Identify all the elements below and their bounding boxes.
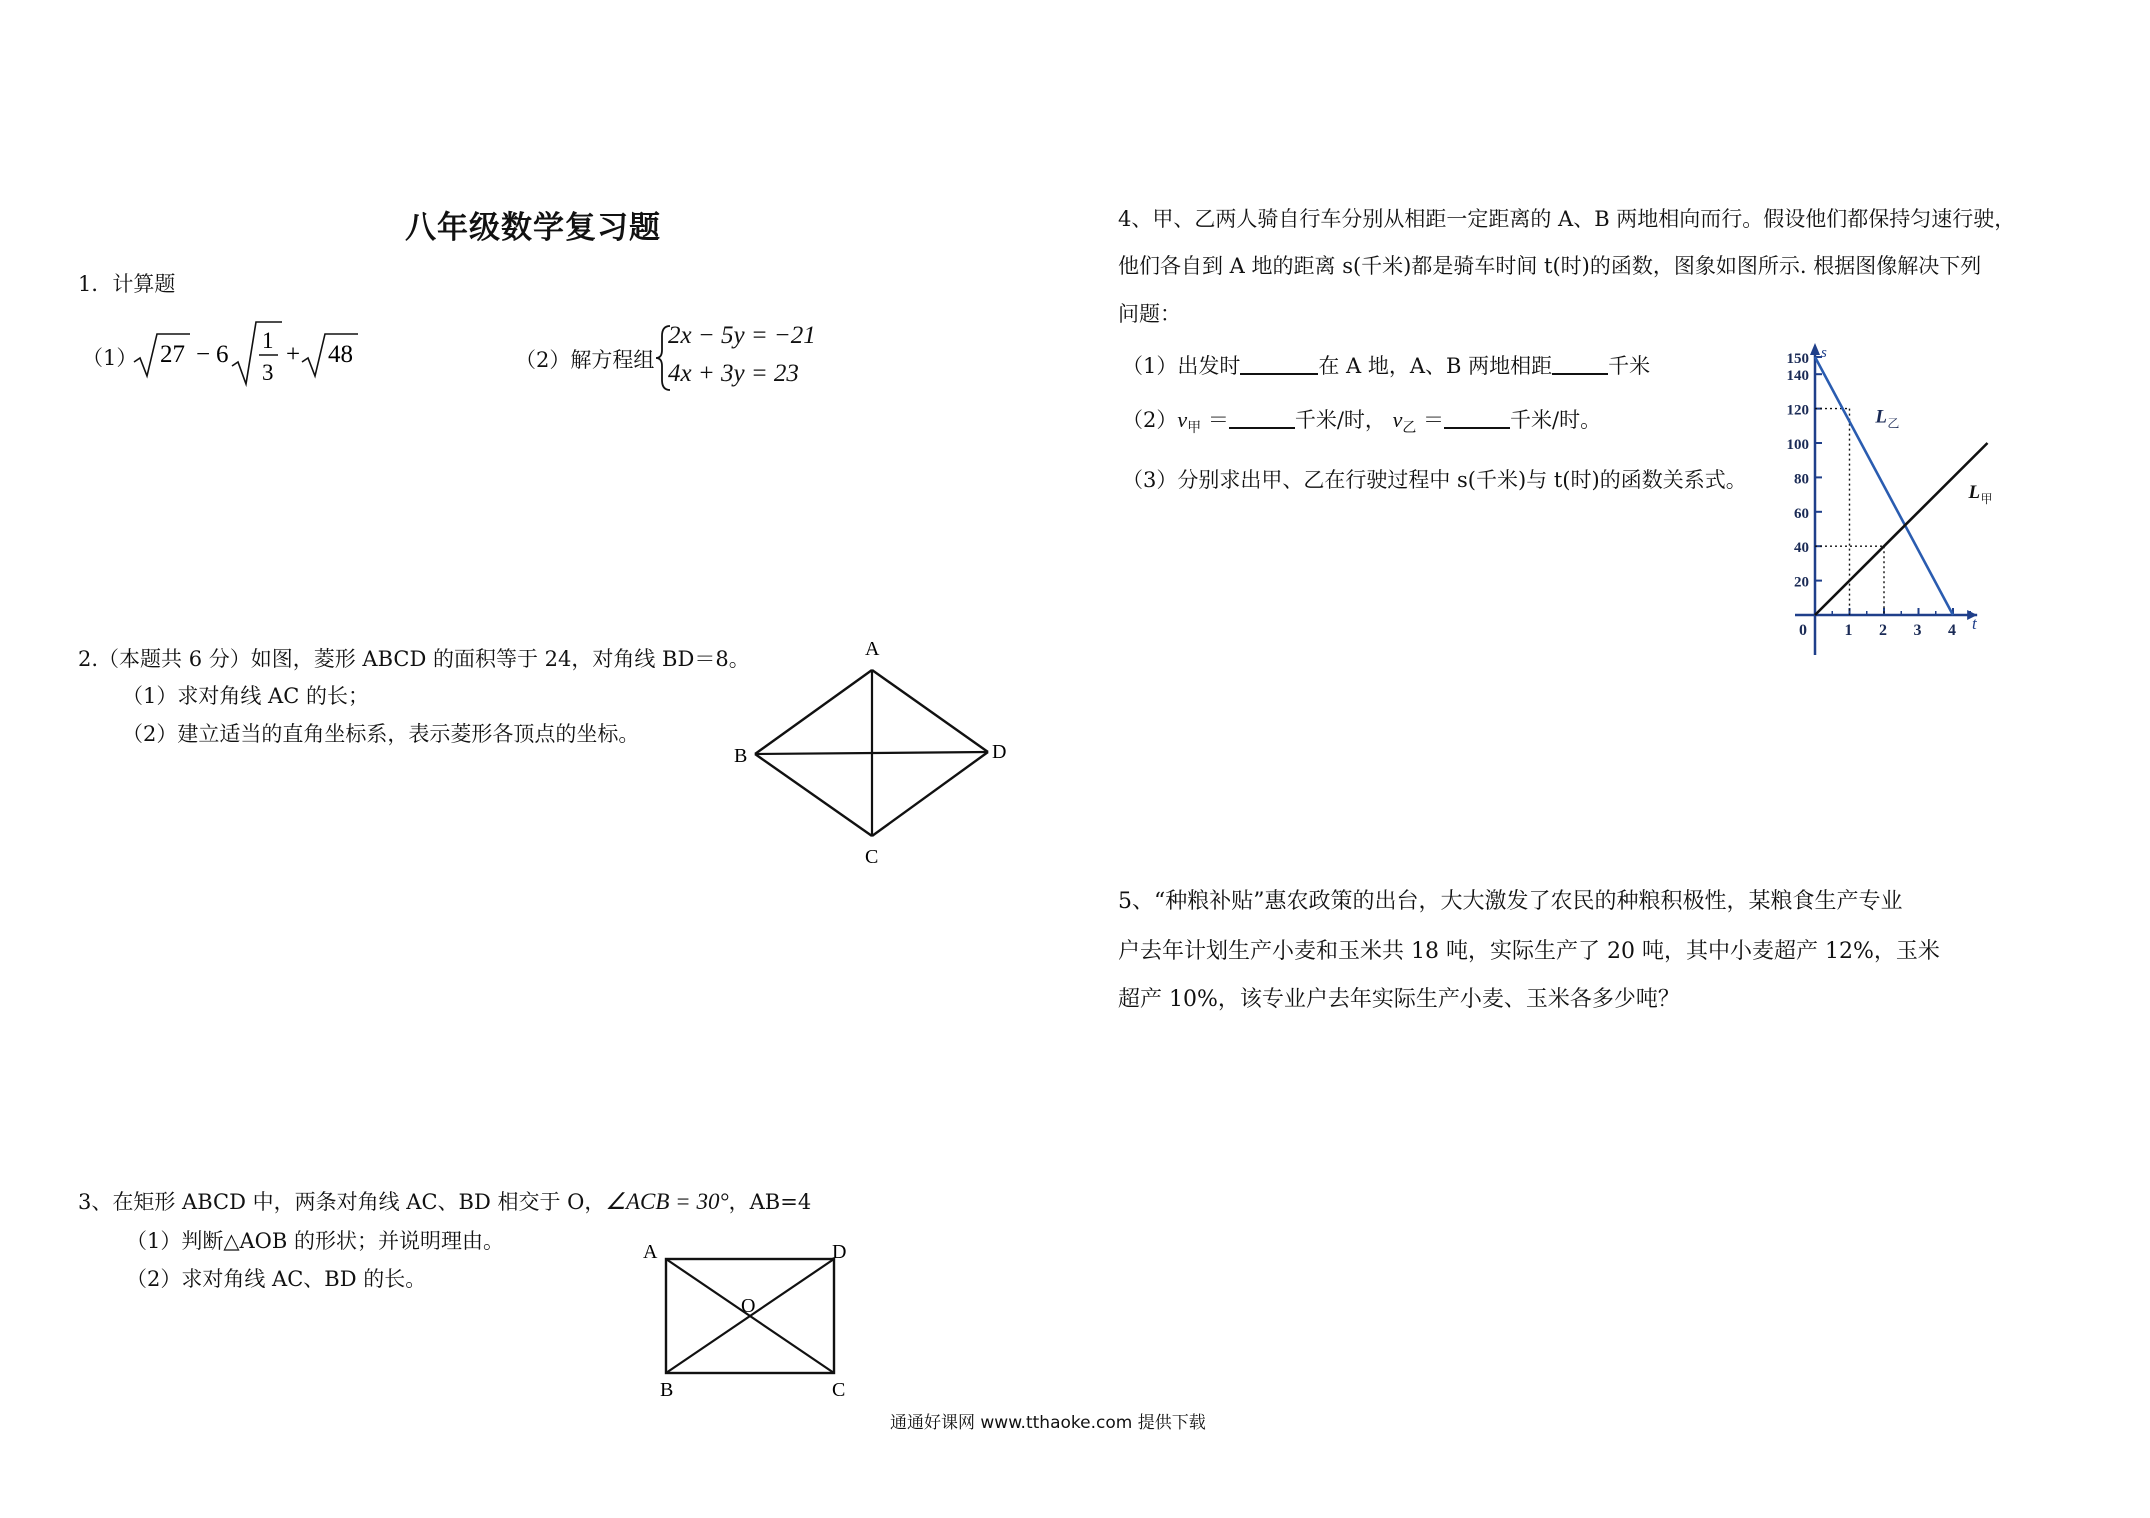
unit-kmh-1: 千米/时， [1294, 408, 1386, 432]
velocity-symbol-yi: v [1392, 407, 1403, 432]
series-label-l-yi-subscript: 乙 [1887, 416, 1900, 431]
y-tick-label-20: 20 [1794, 574, 1809, 591]
y-axis-label: s [1821, 345, 1827, 361]
answer-blank-start[interactable] [1240, 351, 1318, 375]
q4-line3: 问题： [1118, 302, 1181, 326]
plus-sign: + [286, 341, 301, 368]
x-tick-label-2: 2 [1879, 622, 1887, 639]
q4-sub1-text-c: 千米 [1608, 354, 1651, 378]
vertex-label-b: B [660, 1379, 674, 1401]
series-label-l-jia: L [1968, 482, 1981, 504]
y-tick-label-60: 60 [1794, 505, 1809, 522]
y-tick-label-150: 150 [1786, 351, 1809, 367]
coefficient-6: 6 [216, 341, 229, 368]
q2-sub1: （1）求对角线 AC 的长； [122, 684, 369, 708]
q5-line2: 户去年计划生产小麦和玉米共 18 吨，实际生产了 20 吨，其中小麦超产 12%，玉米 [1118, 939, 1940, 964]
footer-credit: 通通好课网 www.tthaoke.com 提供下载 [890, 1413, 1206, 1433]
vertex-label-b: B [734, 745, 748, 767]
page-title: 八年级数学复习题 [405, 210, 661, 246]
vertex-label-c: C [865, 846, 879, 868]
radicand-27: 27 [160, 341, 185, 368]
y-axis-arrow [1810, 343, 1820, 355]
unit-kmh-2: 千米/时。 [1510, 408, 1602, 432]
q4-sub3: （3）分别求出甲、乙在行驶过程中 s(千米)与 t(时)的函数关系式。 [1122, 468, 1747, 492]
velocity-subscript-jia: 甲 [1187, 420, 1202, 437]
q4-sub2-label: （2） [1122, 408, 1178, 432]
y-tick-label-100: 100 [1786, 437, 1809, 453]
y-tick-label-80: 80 [1794, 471, 1809, 488]
q1-heading: 1．计算题 [78, 272, 176, 296]
x-tick-label-0: 0 [1799, 622, 1807, 639]
q3-angle-expression: ∠ACB = 30° [605, 1189, 729, 1214]
q5-line1: 5、“种粮补贴”惠农政策的出台，大大激发了农民的种粮积极性，某粮食生产专业 [1118, 889, 1903, 914]
velocity-symbol-jia: v [1177, 407, 1188, 432]
series-label-l-yi: L [1875, 406, 1887, 428]
x-tick-label-1: 1 [1844, 622, 1853, 639]
x-axis-label: t [1971, 614, 1977, 633]
series-line-l-jia [1815, 443, 1988, 615]
velocity-subscript-yi: 乙 [1402, 420, 1417, 437]
q4-line2: 他们各自到 A 地的距离 s(千米)都是骑车时间 t(时)的函数，图象如图所示. 根据图像解决下列 [1118, 254, 1982, 278]
radicand-48: 48 [328, 341, 353, 368]
series-label-l-jia-subscript: 甲 [1980, 492, 1993, 507]
fraction-denominator: 3 [262, 360, 274, 385]
q4-sub1-text-a: （1）出发时 [1122, 354, 1241, 378]
q3-sub2: （2）求对角线 AC、BD 的长。 [126, 1267, 427, 1291]
diagonal-bd [755, 752, 988, 754]
distance-time-chart [1760, 335, 2020, 665]
equation-1: 2x − 5y = −21 [668, 322, 816, 349]
q3-heading-tail: ，AB=4 [728, 1190, 812, 1214]
vertex-label-a: A [643, 1241, 658, 1263]
y-tick-label-40: 40 [1794, 540, 1809, 557]
q3-heading-text: 3、在矩形 ABCD 中，两条对角线 AC、BD 相交于 O， [78, 1190, 606, 1214]
q1-part1-label: （1） [82, 346, 138, 370]
q4-line1: 4、甲、乙两人骑自行车分别从相距一定距离的 A、B 两地相向而行。假设他们都保持匀速行驶， [1118, 207, 2016, 231]
answer-blank-v-jia[interactable] [1229, 405, 1295, 429]
x-tick-label-3: 3 [1913, 622, 1922, 639]
vertex-label-d: D [992, 741, 1007, 763]
edge-bc [755, 754, 872, 836]
q2-sub2: （2）建立适当的直角坐标系，表示菱形各顶点的坐标。 [122, 722, 640, 746]
equation-2: 4x + 3y = 23 [668, 360, 799, 387]
x-tick-label-4: 4 [1948, 622, 1956, 639]
edge-ab [755, 670, 872, 754]
vertex-label-c: C [832, 1379, 846, 1401]
q5-line3: 超产 10%，该专业户去年实际生产小麦、玉米各多少吨？ [1118, 987, 1680, 1012]
answer-blank-v-yi[interactable] [1444, 405, 1510, 429]
q4-sub1 [1122, 350, 1650, 380]
q1-part2-label: （2）解方程组 [515, 348, 655, 372]
answer-blank-distance[interactable] [1552, 351, 1608, 375]
edge-da [872, 670, 988, 752]
vertex-label-a: A [865, 638, 880, 660]
rectangle-figure [640, 1225, 870, 1401]
fraction-numerator: 1 [262, 328, 274, 353]
q3-heading [78, 1186, 811, 1216]
q4-sub1-text-b: 在 A 地，A、B 两地相距 [1318, 354, 1553, 378]
edge-cd [872, 752, 988, 836]
q1-part1-expression [132, 318, 353, 390]
q2-heading: 2.（本题共 6 分）如图，菱形 ABCD 的面积等于 24，对角线 BD＝8。 [78, 647, 750, 671]
y-tick-label-140: 140 [1786, 368, 1809, 385]
rhombus-figure [720, 630, 1020, 870]
intersection-label-o: O [741, 1295, 756, 1317]
y-tick-label-120: 120 [1786, 402, 1809, 419]
q3-sub1: （1）判断△AOB 的形状；并说明理由。 [126, 1229, 504, 1253]
vertex-label-d: D [832, 1241, 847, 1263]
q4-sub2: $(2)v_甲$ ＝ 千米/时， $v_乙$ ＝ 千米/时。 [1122, 407, 1602, 437]
svg-text:−: − [196, 341, 211, 368]
